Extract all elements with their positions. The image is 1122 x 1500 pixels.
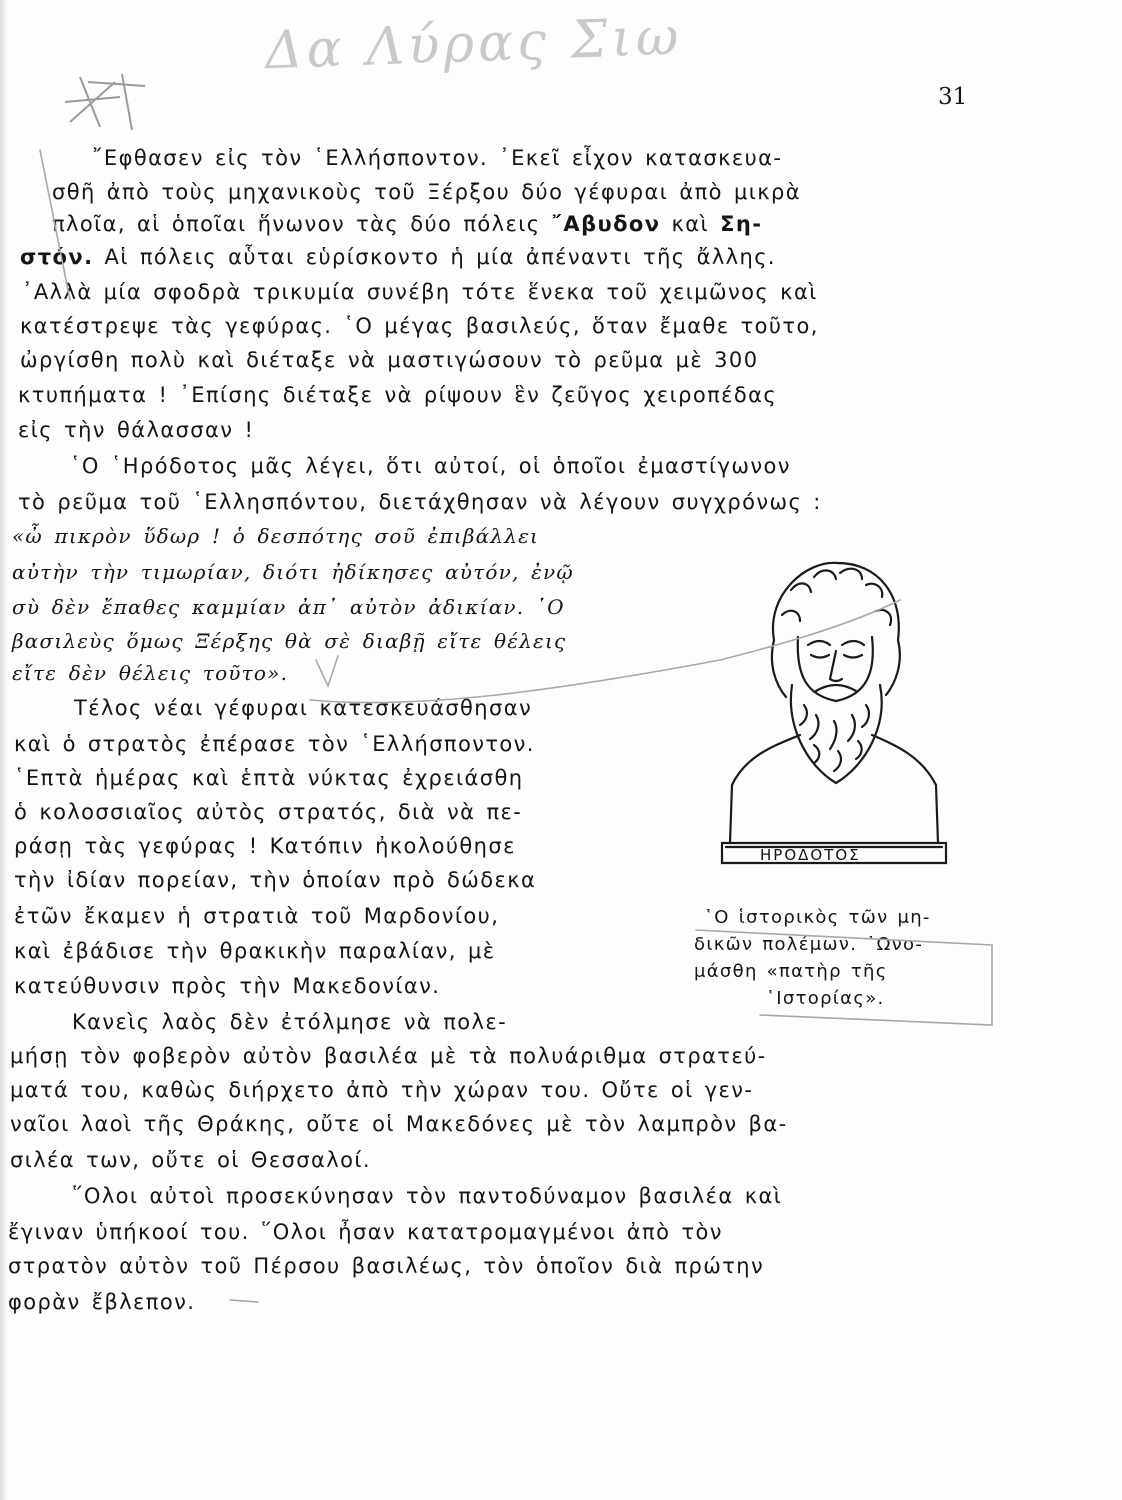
text-line: σθῆ ἀπὸ τοὺς μηχανικοὺς τοῦ Ξέρξου δύο γέφυραι ἀπὸ μικρὰ <box>52 180 801 204</box>
figure-caption-line: μάσθη «πατὴρ τῆς <box>694 961 888 982</box>
text-span: Αἱ πόλεις αὗται εὑρίσκοντο ἡ μία ἀπέναντι τῆς ἄλλης. <box>104 245 776 269</box>
text-line: καὶ ὁ στρατὸς ἐπέρασε τὸν ῾Ελλήσποντον. <box>14 732 535 756</box>
text-line: ῾Ο ῾Ηρόδοτος μᾶς λέγει, ὅτι αὐτοί, οἱ ὁποῖοι ἐμαστίγωνον <box>70 454 791 478</box>
quote-line: εἴτε δὲν θέλεις τοῦτο». <box>12 661 289 685</box>
figure-caption-line: ῾Ιστορίας». <box>766 988 885 1009</box>
text-line: ναῖοι λαοὶ τῆς Θράκης, οὔτε οἱ Μακεδόνες μὲ τὸν λαμπρὸν βα- <box>10 1112 788 1136</box>
pencil-star-doodle <box>60 72 150 132</box>
text-span: καὶ <box>671 212 710 236</box>
text-line: ὁ κολοσσιαῖος αὐτὸς στρατός, διὰ νὰ πε- <box>14 800 523 824</box>
text-line: σιλέα των, οὔτε οἱ Θεσσαλοί. <box>10 1148 371 1172</box>
text-line: φορὰν ἔβλεπον. <box>8 1290 196 1314</box>
bust-drawing <box>716 545 952 875</box>
text-line: καὶ ἐβάδισε τὴν θρακικὴν παραλίαν, μὲ <box>14 939 496 963</box>
page-edge-shadow <box>0 0 8 1500</box>
text-line: ῾Επτὰ ἡμέρας καὶ ἑπτὰ νύκτας ἐχρειάσθη <box>14 766 524 790</box>
place-name-sestos-part1: Ση- <box>720 212 763 236</box>
text-line: στρατὸν αὐτὸν τοῦ Πέρσου βασιλέως, τὸν ὁποῖον διὰ πρώτην <box>8 1254 765 1278</box>
text-line: μήσῃ τὸν φοβερὸν αὐτὸν βασιλέα μὲ τὰ πολυάριθμα στρατεύ- <box>10 1044 767 1068</box>
text-line: Κανεὶς λαὸς δὲν ἐτόλμησε νὰ πολε- <box>72 1010 508 1034</box>
quote-line: σὺ δὲν ἔπαθες καμμίαν ἀπ᾿ αὐτὸν ἀδικίαν. ῾Ο <box>12 595 565 619</box>
text-line: τὴν ἰδίαν πορείαν, τὴν ὁποίαν πρὸ δώδεκα <box>14 868 537 892</box>
place-name-sestos-part2: στόν. <box>20 245 94 269</box>
text-line: ὠργίσθη πολὺ καὶ διέταξε νὰ μαστιγώσουν τὸ ρεῦμα μὲ 300 <box>20 348 759 372</box>
page-number: 31 <box>938 84 968 110</box>
text-line: τὸ ρεῦμα τοῦ ῾Ελλησπόντου, διετάχθησαν νὰ λέγουν συγχρόνως : <box>18 490 822 514</box>
text-line <box>20 243 776 271</box>
text-line: κτυπήματα ! ᾿Επίσης διέταξε νὰ ρίψουν ἓν ζεῦγος χειροπέδας <box>18 383 778 407</box>
text-line: εἰς τὴν θάλασσαν ! <box>18 418 255 442</box>
quote-line: αὐτὴν τὴν τιμωρίαν, διότι ἠδίκησες αὐτόν, ἐνῷ <box>12 560 574 584</box>
figure-caption-line: δικῶν πολέμων. ᾿Ωνο- <box>694 934 924 955</box>
text-line: ᾿Αλλὰ μία σφοδρὰ τρικυμία συνέβη τότε ἕνεκα τοῦ χειμῶνος καὶ <box>22 280 818 304</box>
text-line: ῞Ολοι αὐτοὶ προσεκύνησαν τὸν παντοδύναμον βασιλέα καὶ <box>72 1184 783 1208</box>
text-line: ἐτῶν ἔκαμεν ἡ στρατιὰ τοῦ Μαρδονίου, <box>14 904 500 928</box>
text-line: ματά του, καθὼς διήρχετο ἀπὸ τὴν χώραν του. Οὔτε οἱ γεν- <box>10 1078 754 1102</box>
text-line: Τέλος νέαι γέφυραι κατεσκευάσθησαν <box>74 696 533 720</box>
quote-line: βασιλεὺς ὅμως Ξέρξης θὰ σὲ διαβῇ εἴτε θέλεις <box>12 629 567 653</box>
quote-line: «ὦ πικρὸν ὕδωρ ! ὁ δεσπότης σοῦ ἐπιβάλλει <box>12 524 540 548</box>
place-name-abydos: ῎Αβυδον <box>551 212 661 236</box>
handwritten-pencil-note: Δα Λύρας Σιω <box>264 6 684 82</box>
text-line: κατέστρεψε τὰς γεφύρας. ῾Ο μέγας βασιλεύς, ὅταν ἔμαθε τοῦτο, <box>20 314 819 338</box>
text-line: ράσῃ τὰς γεφύρας ! Κατόπιν ἠκολούθησε <box>14 834 516 858</box>
text-line: κατεύθυνσιν πρὸς τὴν Μακεδονίαν. <box>14 974 441 998</box>
text-line: ῎Εφθασεν εἰς τὸν ῾Ελλήσποντον. ᾿Εκεῖ εἶχον κατασκευα- <box>92 146 783 170</box>
herodotus-bust-illustration <box>716 545 952 875</box>
text-line <box>52 210 762 238</box>
text-span: πλοῖα, αἱ ὁποῖαι ἥνωνον τὰς δύο πόλεις <box>52 212 541 236</box>
text-line: ἔγιναν ὑπήκοοί του. ῞Ολοι ἦσαν κατατρομαγμένοι ἀπὸ τὸν <box>8 1220 723 1244</box>
figure-caption-line: ῾Ο ἱστορικὸς τῶν μη- <box>704 907 931 928</box>
bust-inscription: ΗΡΟΔΟΤΟΣ <box>760 846 861 864</box>
